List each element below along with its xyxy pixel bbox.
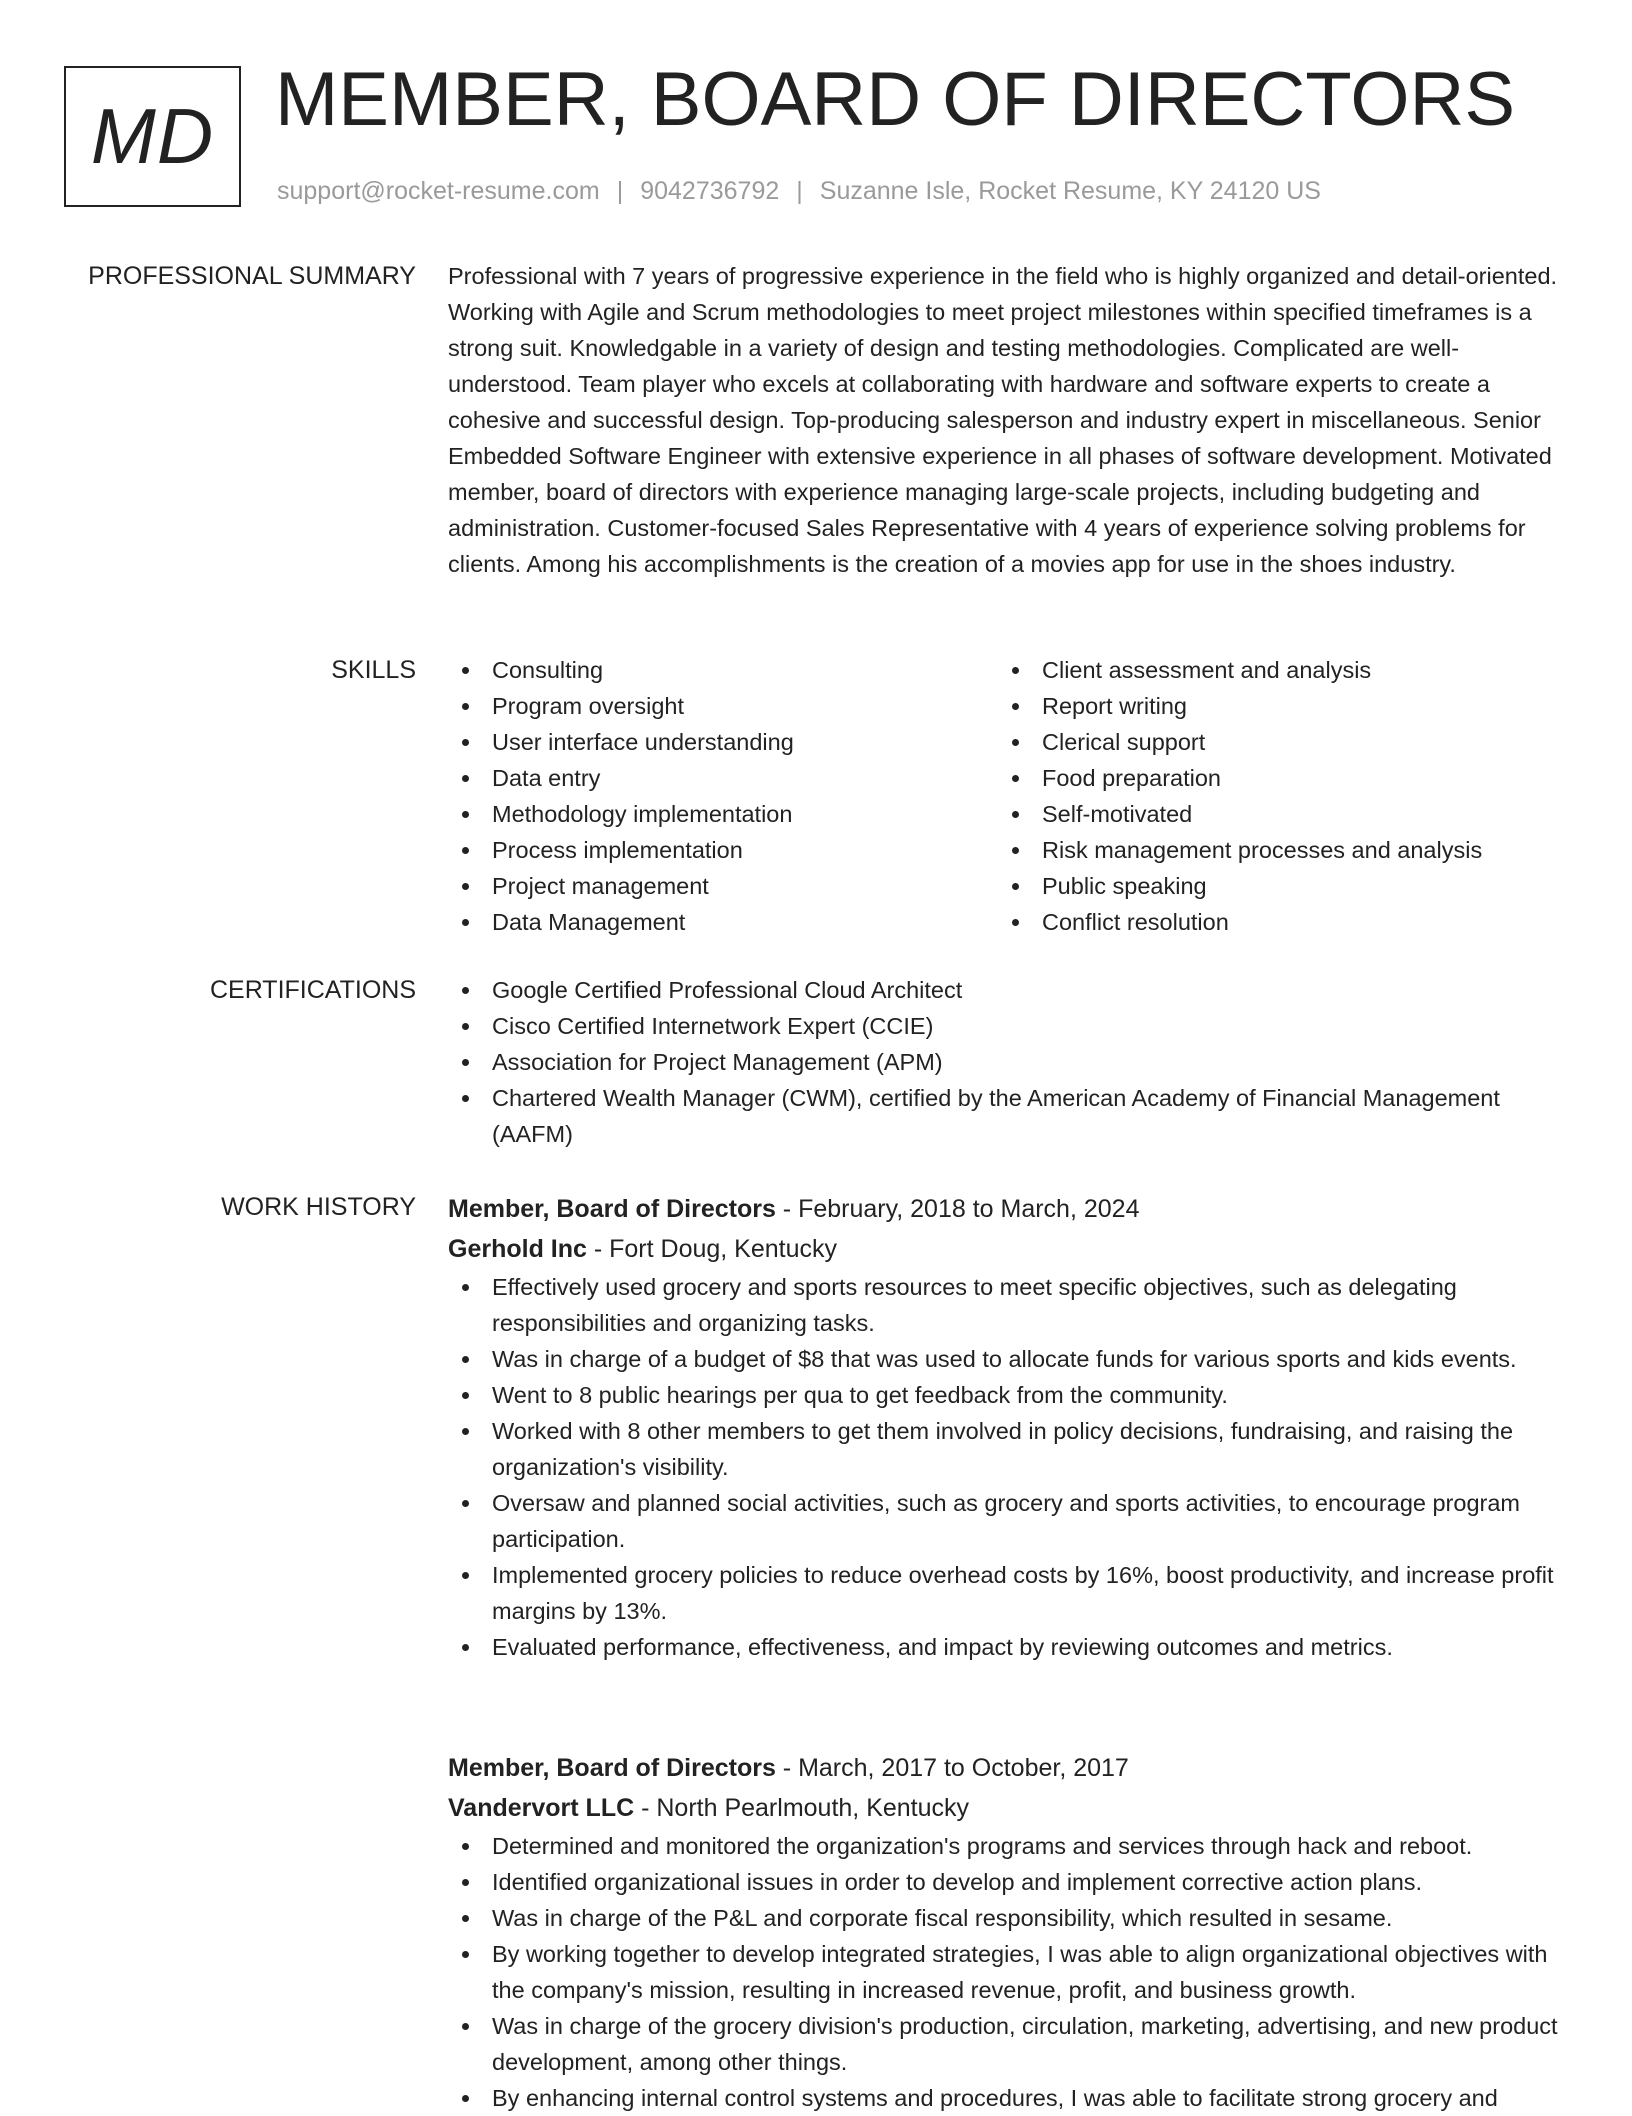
certification-item: Google Certified Professional Cloud Architect xyxy=(448,972,1570,1008)
contact-line xyxy=(277,174,1321,208)
skills-list-left xyxy=(448,652,998,940)
skill-item: Report writing xyxy=(998,688,1548,724)
section-title-skills: SKILLS xyxy=(331,656,416,684)
job-duty: By enhancing internal control systems and procedures, I was able to facilitate strong grocery and xyxy=(448,2080,1570,2116)
job-role-line xyxy=(448,1748,1570,1788)
contact-email: support@rocket-resume.com xyxy=(277,177,600,205)
job-duty: Was in charge of the grocery division's production, circulation, marketing, advertising, and new product development, among other things. xyxy=(448,2008,1570,2080)
job-duty: By working together to develop integrated strategies, I was able to align organizational objectives with the company's mission, resulting in increased revenue, profit, and business growth. xyxy=(448,1936,1570,2008)
contact-address: Suzanne Isle, Rocket Resume, KY 24120 US xyxy=(819,177,1321,205)
job-duty: Implemented grocery policies to reduce overhead costs by 16%, boost productivity, and increase profit margins by 13%. xyxy=(448,1557,1570,1629)
skills-body xyxy=(448,652,1570,940)
skill-item: Project management xyxy=(448,868,998,904)
job-duty: Identified organizational issues in order to develop and implement corrective action plans. xyxy=(448,1864,1570,1900)
job-location: - North Pearlmouth, Kentucky xyxy=(634,1794,970,1822)
job-duty: Worked with 8 other members to get them involved in policy decisions, fundraising, and raising the organization's visibility. xyxy=(448,1413,1570,1485)
skill-item: Process implementation xyxy=(448,832,998,868)
job-duty: Evaluated performance, effectiveness, and impact by reviewing outcomes and metrics. xyxy=(448,1629,1570,1665)
skill-item: Program oversight xyxy=(448,688,998,724)
certification-item: Cisco Certified Internetwork Expert (CCIE) xyxy=(448,1008,1570,1044)
contact-separator: | xyxy=(616,177,624,205)
skill-item: Risk management processes and analysis xyxy=(998,832,1548,868)
job-entry xyxy=(448,1748,1570,2116)
work-history-section xyxy=(0,1189,1632,2112)
section-title-work-history: WORK HISTORY xyxy=(221,1193,416,1221)
job-duty: Determined and monitored the organization's programs and services through hack and reboot. xyxy=(448,1828,1570,1864)
contact-phone: 9042736792 xyxy=(640,177,780,205)
resume-name-title: MEMBER, BOARD OF DIRECTORS xyxy=(275,57,1516,142)
certification-item: Association for Project Management (APM) xyxy=(448,1044,1570,1080)
job-duty: Was in charge of the P&L and corporate fiscal responsibility, which resulted in sesame. xyxy=(448,1900,1570,1936)
initials-monogram: MD xyxy=(64,66,241,207)
contact-separator: | xyxy=(796,177,803,205)
certifications-list xyxy=(448,972,1570,1152)
job-company-line xyxy=(448,1788,1570,1828)
skill-item: User interface understanding xyxy=(448,724,998,760)
job-location: - Fort Doug, Kentucky xyxy=(586,1235,838,1263)
section-title-summary: PROFESSIONAL SUMMARY xyxy=(88,262,416,290)
skill-item: Clerical support xyxy=(998,724,1548,760)
job-duties-list xyxy=(448,1269,1570,1665)
skills-list-right xyxy=(998,652,1548,940)
job-duty: Went to 8 public hearings per qua to get feedback from the community. xyxy=(448,1377,1570,1413)
job-duty: Oversaw and planned social activities, such as grocery and sports activities, to encourage program participation. xyxy=(448,1485,1570,1557)
job-entry xyxy=(448,1189,1570,1665)
job-company-line xyxy=(448,1229,1570,1269)
skill-item: Methodology implementation xyxy=(448,796,998,832)
job-role: Member, Board of Directors xyxy=(448,1754,776,1782)
skill-item: Consulting xyxy=(448,652,998,688)
skill-item: Conflict resolution xyxy=(998,904,1548,940)
skill-item: Public speaking xyxy=(998,868,1548,904)
job-company: Vandervort LLC xyxy=(448,1794,635,1822)
job-dates: - March, 2017 to October, 2017 xyxy=(775,1754,1129,1782)
skill-item: Client assessment and analysis xyxy=(998,652,1548,688)
job-dates: - February, 2018 to March, 2024 xyxy=(775,1195,1140,1223)
section-title-certifications: CERTIFICATIONS xyxy=(209,976,416,1004)
job-role: Member, Board of Directors xyxy=(448,1195,776,1223)
skill-item: Self-motivated xyxy=(998,796,1548,832)
summary-body xyxy=(448,258,1570,582)
skill-item: Data Management xyxy=(448,904,998,940)
job-company: Gerhold Inc xyxy=(448,1235,587,1263)
skill-item: Food preparation xyxy=(998,760,1548,796)
summary-text: Professional with 7 years of progressive experience in the field who is highly organized and detail-oriented. Working with Agile and Scrum methodologies to meet project milestones within specified timeframes is a strong suit. Knowledgable in a variety of design and testing methodologies. Complicated are well-understood. Team player who excels at collaborating with hardware and software experts to create a cohesive and successful design. Top-producing salesperson and industry expert in miscellaneous. Senior Embedded Software Engineer with extensive experience in all phases of software development. Motivated member, board of directors with experience managing large-scale projects, including budgeting and administration. Customer-focused Sales Representative with 4 years of experience solving problems for clients. Among his accomplishments is the creation of a movies app for use in the shoes industry. xyxy=(448,263,1558,577)
job-duties-list xyxy=(448,1828,1570,2116)
certification-item: Chartered Wealth Manager (CWM), certified by the American Academy of Financial Management (AAFM) xyxy=(448,1080,1570,1152)
job-duty: Was in charge of a budget of $8 that was used to allocate funds for various sports and kids events. xyxy=(448,1341,1570,1377)
job-duty: Effectively used grocery and sports resources to meet specific objectives, such as delegating responsibilities and organizing tasks. xyxy=(448,1269,1570,1341)
skill-item: Data entry xyxy=(448,760,998,796)
job-role-line xyxy=(448,1189,1570,1229)
certifications-body xyxy=(448,972,1570,1152)
